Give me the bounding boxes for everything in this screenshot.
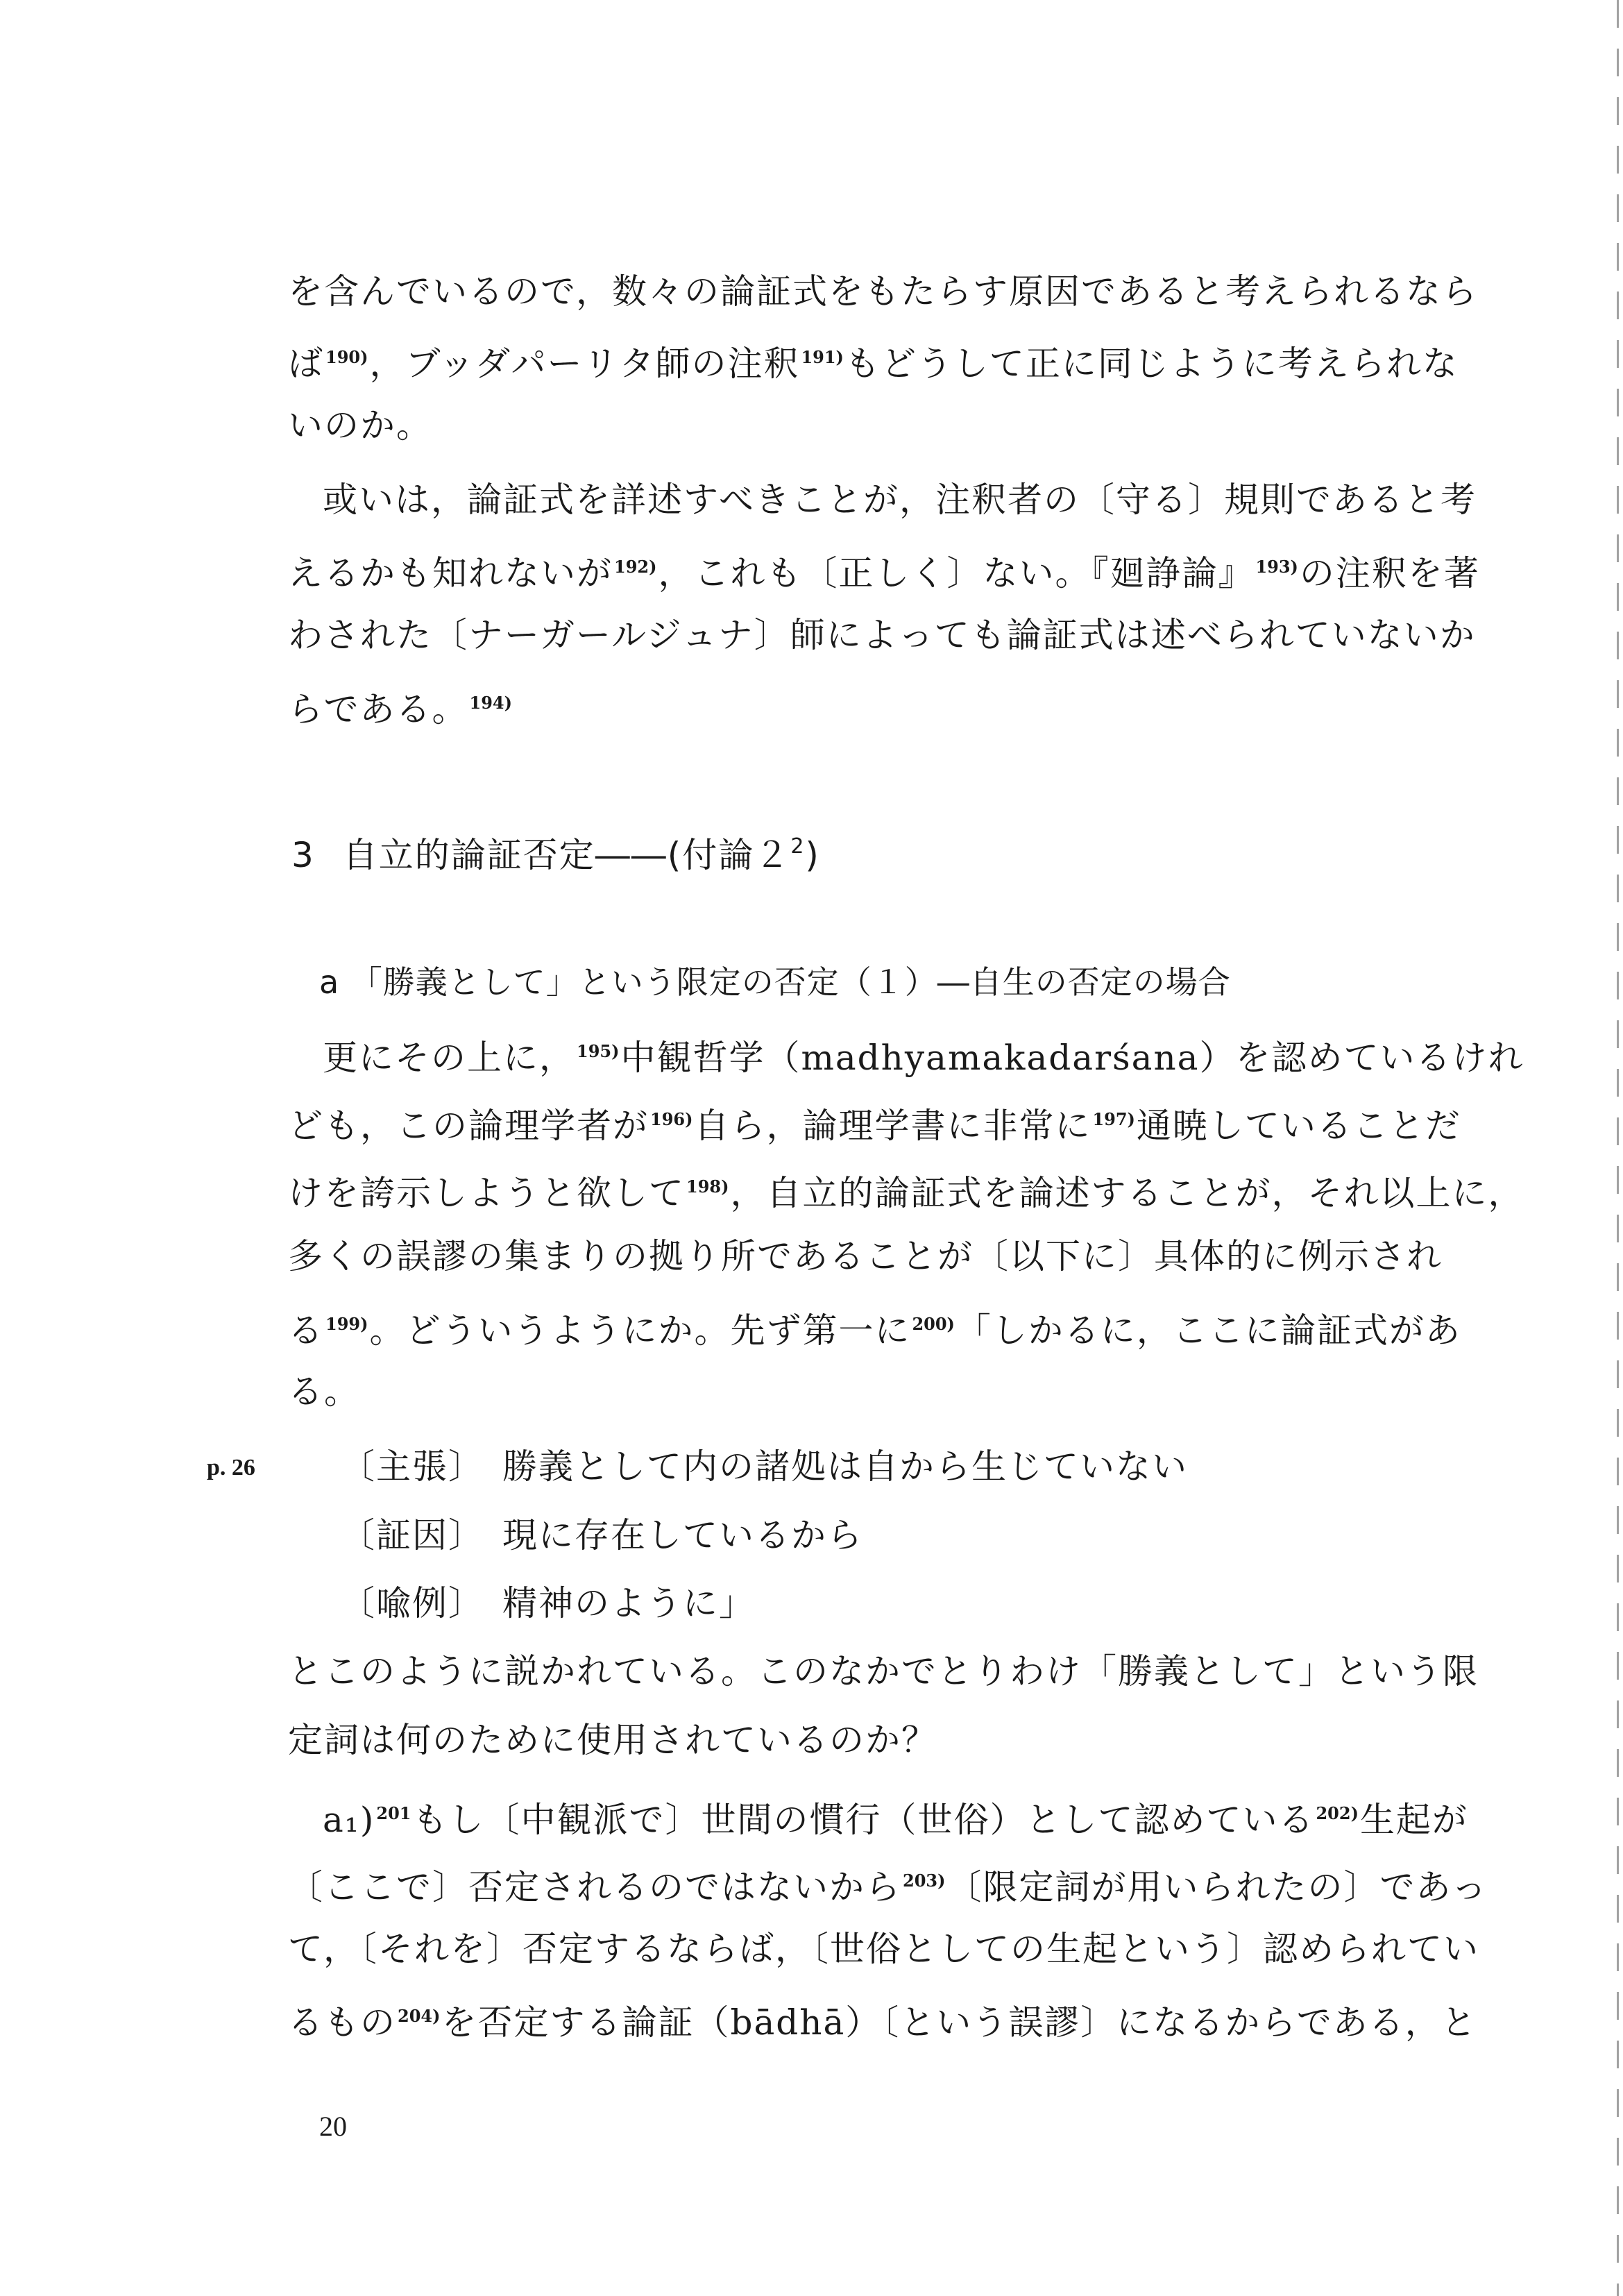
text-span: 。どういうようにか。先ず第一に [369, 1310, 911, 1351]
footnote-ref[interactable]: 198) [686, 1176, 729, 1197]
text-line [288, 1232, 1443, 1281]
text-span: 自ら，論理学書に非常に [694, 1106, 1091, 1146]
text-line [288, 267, 1478, 316]
footnote-ref[interactable]: 199) [325, 1314, 368, 1334]
text-span: 更にその上に， [323, 1038, 575, 1078]
text-line [288, 611, 1476, 659]
footnote-ref[interactable]: 200) [912, 1314, 955, 1334]
footnote-ref[interactable]: 202) [1316, 1803, 1359, 1823]
text-span: 通暁していることだ [1136, 1106, 1461, 1146]
text-span: 或いは，論証式を詳述すべきことが，注釈者の〔守る〕規則であると考 [323, 480, 1477, 520]
footnote-ref[interactable]: 194) [469, 693, 512, 713]
text-span: ，これも〔正しく〕ない。『廻諍論』 [658, 553, 1255, 593]
scan-edge-divider [1617, 0, 1619, 2296]
text-span: 中観哲学（madhyamakadarśana）を認めているけれ [620, 1038, 1524, 1078]
text-line [288, 1925, 1479, 1973]
text-span: る [288, 1310, 324, 1351]
text-span: 多くの誤謬の集まりの拠り所であることが〔以下に〕具体的に例示され [288, 1236, 1443, 1276]
text-span: ども，この論理学者が [288, 1106, 649, 1146]
text-span: の注釈を著 [1299, 553, 1480, 593]
text-span: て，〔それを〕否定するならば，〔世俗としての生起という〕認められてい [288, 1929, 1479, 1969]
text-span: ，自立的論証式を論述することが，それ以上に， [730, 1173, 1524, 1213]
text-span: 〔ここで〕否定されるのではないから [288, 1867, 901, 1907]
text-span: る。 [288, 1371, 360, 1412]
subsection-title: a 「勝義として」という限定の否定（１）―自生の否定の場合 [319, 963, 1231, 1001]
subsection-heading [319, 958, 1231, 1006]
section-title-close: ) [805, 835, 820, 875]
footnote-ref[interactable]: 197) [1092, 1109, 1135, 1129]
footnote-ref[interactable]: 204) [398, 2006, 441, 2026]
text-line [288, 1163, 1524, 1217]
syllogism-label: 〔主張〕 [340, 1446, 484, 1487]
text-span: けを誇示しようと欲して [288, 1173, 685, 1213]
text-line [288, 401, 1426, 450]
text-span: 「しかるに，ここに論証式があ [955, 1310, 1461, 1351]
syllogism-reason [340, 1511, 863, 1560]
text-line [323, 1789, 1468, 1844]
text-span: 生起が [1359, 1800, 1468, 1840]
section-title: 自立的論証否定――(付論２ [342, 835, 791, 875]
syllogism-thesis [340, 1442, 1188, 1491]
text-line [323, 475, 1477, 524]
syllogism-text: 現に存在しているから [502, 1515, 863, 1555]
syllogism-text: 精神のように」 [502, 1583, 755, 1623]
text-line [288, 543, 1480, 598]
text-span: いのか。 [288, 405, 432, 446]
text-span: ，ブッダパーリタ師の注釈 [369, 344, 800, 384]
text-line [288, 1992, 1477, 2047]
text-span: 定詞は何のために使用されているのか？ [288, 1720, 937, 1760]
text-span: とこのように説かれている。このなかでとりわけ「勝義として」という限 [288, 1651, 1479, 1691]
text-span: もどうして正に同じように考えられな [844, 344, 1459, 384]
syllogism-text: 勝義として内の諸処は自から生じていない [502, 1446, 1188, 1487]
text-span: えるかも知れないが [288, 553, 613, 593]
syllogism-label: 〔喩例〕 [340, 1583, 484, 1623]
text-line [288, 679, 1426, 734]
text-span: を否定する論証（bādhā）〔という誤謬〕になるからである，と [441, 2002, 1477, 2043]
footnote-ref[interactable]: 195) [577, 1041, 620, 1061]
text-span: a₁) [323, 1800, 375, 1840]
text-line [288, 333, 1459, 388]
text-span: ば [288, 344, 324, 384]
text-span: 〔限定詞が用いられたの〕であっ [946, 1867, 1488, 1907]
text-span: もし〔中観派で〕世間の慣行（世俗）として認めている [412, 1800, 1315, 1840]
text-span: らである。 [288, 689, 468, 729]
text-line [288, 1647, 1479, 1696]
text-span: わされた〔ナーガールジュナ〕師によっても論証式は述べられていないか [288, 615, 1476, 655]
text-line [323, 1027, 1524, 1082]
text-span: るもの [288, 2002, 396, 2043]
section-number: 3 [291, 835, 315, 875]
section-heading [291, 822, 820, 879]
text-line [288, 1095, 1461, 1150]
footnote-ref[interactable]: 190) [325, 347, 368, 367]
text-line [288, 1857, 1488, 1911]
syllogism-example [340, 1579, 755, 1628]
footnote-ref[interactable]: 193) [1255, 557, 1298, 577]
text-line [288, 1300, 1461, 1355]
footnote-ref[interactable]: 192) [614, 557, 657, 577]
section-superscript: 2 [790, 834, 806, 859]
syllogism-label: 〔証因〕 [340, 1515, 484, 1555]
footnote-ref[interactable]: 191) [801, 347, 844, 367]
footnote-ref[interactable]: 196) [650, 1109, 693, 1129]
margin-page-reference: p. 26 [207, 1455, 255, 1480]
text-span: を含んでいるので，数々の論証式をもたらす原因であると考えられるなら [288, 271, 1478, 312]
text-line [288, 1367, 1426, 1416]
footnote-ref[interactable]: 203) [903, 1871, 946, 1891]
footnote-ref[interactable]: 201 [376, 1803, 411, 1823]
page-number: 20 [319, 2111, 347, 2142]
text-line [288, 1716, 1426, 1764]
